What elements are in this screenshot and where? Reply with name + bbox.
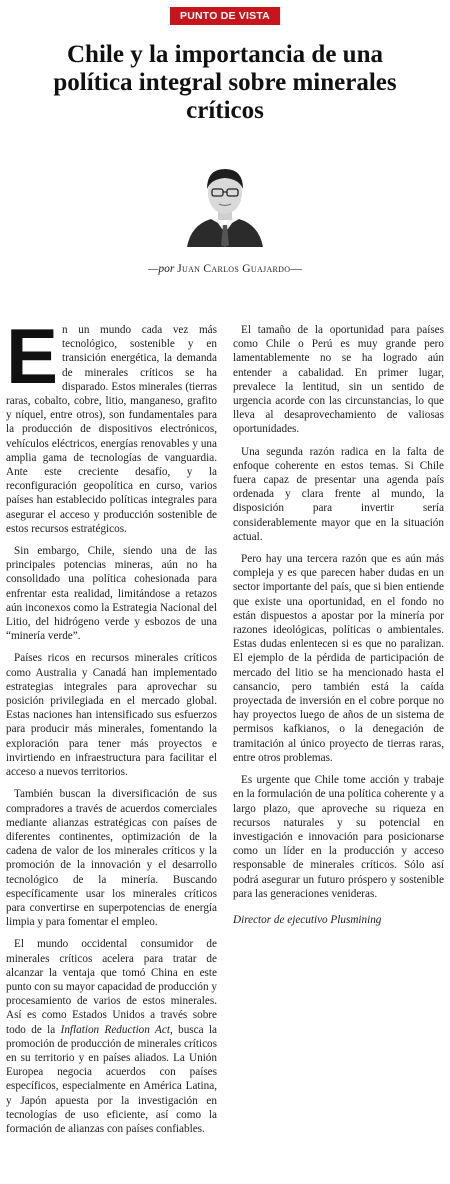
author-signature: Director de ejecutivo Plusmining (233, 913, 382, 926)
author-photo-wrap (0, 159, 450, 247)
paragraph-5 (6, 937, 217, 1136)
article-title: Chile y la importancia de una política integral sobre minerales críticos (53, 41, 397, 124)
paragraph-4: También buscan la diversificación de sus compradores a través de acuerdos comerciales mediante alianzas estratégicas con países de diferentes continentes, optimización de la cadena de valor de los minerales críticos y la promoción de la innovación y el desarrollo tecnológico de la minería. Buscando específicamente usar los minerales críticos para convertirse en superpotencias de energía limpia y para fomentar el empleo. (6, 788, 217, 929)
paragraph-5-text-a: El mundo occidental consumidor de minerales críticos acelera para tratar de alcanzar la ventaja que tomó China en este punto con su mayor capacidad de producción y procesamiento de varios de estos minerales. Así es como Estados Unidos a través sobre todo de la (6, 938, 217, 1036)
column-left (6, 312, 217, 1144)
author-portrait-icon (185, 159, 265, 247)
byline (0, 263, 450, 275)
column-right (233, 323, 444, 1144)
paragraph-5-italic: Inflation Reduction Act (60, 1023, 170, 1036)
section-tag-wrap (0, 0, 450, 25)
byline-suffix: — (290, 263, 302, 275)
paragraph-8: Pero hay una tercera razón que es aún más compleja y es que parecen haber dudas en un sector importante del país, que si bien entiende que existe una oportunidad, en el fondo no están dispuestos a apostar por la minería por razones ideológicas, políticas o ambientales. Estas dudas enlentecen si es que no paralizan. El ejemplo de la pérdida de participación de mercado del litio se ha mencionado hasta el cansancio, pero también está la caída proyectada de inversión en el cobre porque no hay proyectos luego de años de un sistema de permisos kafkianos, o la denegación de tramitación al único proyecto de tierras raras, entre otros problemas. (233, 553, 444, 764)
paragraph-6: El tamaño de la oportunidad para países como Chile o Perú es muy grande pero lamentablemente no se ha logrado aún entender a cabalidad. En primer lugar, prevalece la lentitud, sin un sentido de urgencia acorde con las circunstancias, lo que lleva al desaprovechamiento de valiosas oportunidades. (233, 324, 444, 436)
paragraph-9: Es urgente que Chile tome acción y trabaje en la formulación de una política coherente y a largo plazo, que aproveche su riqueza en recursos naturales y su potencial en investigación e innovación para posicionarse como un líder en la producción y acceso responsable de minerales críticos. Sólo así podrá asegurar un futuro próspero y sostenible para las generaciones venideras. (233, 774, 444, 900)
paragraph-3: Países ricos en recursos minerales críticos como Australia y Canadá han implementado estrategias integrales para aprovechar su posición privilegiada en el mercado global. Estas naciones han intensificado sus esfuerzos para producir más minerales, fomentando la exploración para tener más proyectos e invirtiendo en infraestructura para facilitar el acceso a nuevos territorios. (6, 652, 217, 779)
paragraph-1-text: n un mundo cada vez más tecnológico, sostenible y en transición energética, la demanda de minerales críticos se ha disparado. Estos minerales (tierras raras, cobalto, cobre, litio, manganeso, grafito y níquel, entre otros), son fundamentales para la producción de dispositivos electrónicos, vehículos eléctricos, energías renovables y una amplia gama de tecnologías de vanguardia. Ante este creciente desafío, y la reconfiguración geopolítica en curso, varios países han establecido políticas integrales para asegurar el acceso y producción sostenible de estos recursos estratégicos. (6, 324, 217, 535)
author-name: Juan Carlos Guajardo (177, 263, 291, 275)
drop-cap: E (6, 312, 59, 400)
article-body (6, 312, 444, 1144)
paragraph-7: Una segunda razón radica en la falta de enfoque coherente en estos temas. Si Chile fuera capaz de presentar una agenda país ordenada y clara frente al mundo, la disposición para invertir sería considerablemente mayor que en la situación actual. (233, 445, 444, 543)
byline-prefix: —por (148, 263, 178, 275)
paragraph-2: Sin embargo, Chile, siendo una de las principales potencias mineras, aún no ha consolidado una política cohesionada para enfrentar esta realidad, limitándose a retazos aún inconexos como la Estrategia Nacional del Litio, del hidrógeno verde y esbozos de una “minería verde”. (6, 545, 217, 643)
paragraph-5-text-b: , busca la promoción de producción de minerales críticos en su territorio y en países aliados. La Unión Europea negocia acuerdos con países específicos, especialmente en América Latina, y Japón apuesta por la investigación en tecnologías de uso eficiente, así como la formación de alianzas con países confiables. (6, 1023, 217, 1135)
section-tag: PUNTO DE VISTA (170, 7, 280, 25)
paragraph-1 (6, 312, 217, 536)
